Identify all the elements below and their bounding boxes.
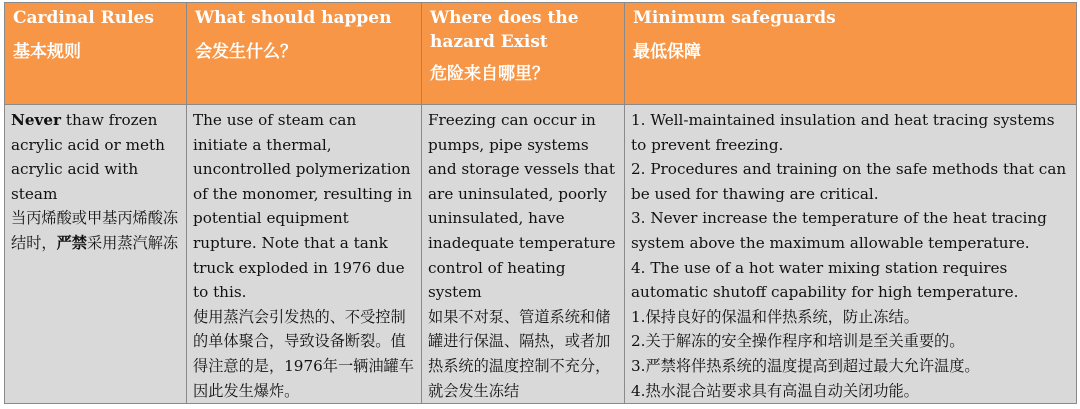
header-cardinal-rules (5, 3, 187, 105)
safeguard-item: 3.严禁将伴热系统的温度提高到超过最大允许温度。 (631, 356, 980, 375)
safeguard-item: 3. Never increase the temperature of the heat tracing system above the maximum allowable temperature. (631, 209, 1047, 252)
where-zh: 如果不对泵、管道系统和储罐进行保温、隔热，或者加热系统的温度控制不充分，就会发生冻结 (428, 307, 611, 400)
cell-cardinal-rule (5, 105, 187, 404)
what-en: The use of steam can initiate a thermal, uncontrolled polymerization of the monomer, resulting in potential equipment rupture. Note that a tank truck exploded in 1976 due to this. (193, 111, 413, 302)
cell-hazard-location (422, 105, 625, 404)
header-cardinal-rules-en: Cardinal Rules (13, 8, 154, 28)
header-row (5, 3, 1077, 105)
rule-zh-emphasis: 严禁 (56, 233, 87, 252)
table-row (5, 105, 1077, 404)
cardinal-rules-table-container (4, 2, 1076, 404)
rule-en (11, 108, 180, 206)
safeguard-item: 4. The use of a hot water mixing station requires automatic shutoff capability for high temperature. (631, 258, 1019, 302)
safeguard-item: 2.关于解冻的安全操作程序和培训是至关重要的。 (631, 332, 965, 351)
header-hazard-location-zh: 危险来自哪里？ (430, 64, 549, 84)
header-what-should-happen (187, 3, 422, 105)
header-what-should-happen-en: What should happen (195, 8, 392, 28)
rule-zh-pre: 当丙烯酸或甲基丙烯酸冻结时， (11, 209, 179, 252)
header-minimum-safeguards-en: Minimum safeguards (633, 8, 836, 28)
header-minimum-safeguards-zh: 最低保障 (633, 42, 701, 62)
header-hazard-location-en: Where does the hazard Exist (430, 8, 579, 52)
safeguard-item: 1.保持良好的保温和伴热系统，防止冻结。 (631, 307, 919, 326)
header-minimum-safeguards (625, 3, 1077, 105)
safeguard-item: 1. Well-maintained insulation and heat tracing systems to prevent freezing. (631, 111, 1055, 154)
cell-minimum-safeguards (625, 105, 1077, 404)
cell-what-should-happen (187, 105, 422, 404)
safeguard-item: 2. Procedures and training on the safe methods that can be used for thawing are critical. (631, 160, 1067, 203)
cardinal-rules-table (4, 2, 1077, 404)
header-cardinal-rules-zh: 基本规则 (13, 42, 81, 62)
header-hazard-location (422, 3, 625, 105)
safeguard-item: 4.热水混合站要求具有高温自动关闭功能。 (631, 381, 919, 400)
rule-en-text: thaw frozen acrylic acid or meth acrylic acid with steam (11, 111, 165, 203)
where-en: Freezing can occur in pumps, pipe systems and storage vessels that are uninsulated, poorly uninsulated, have inadequate temperature control of heating system (428, 111, 616, 302)
rule-never-emphasis: Never (11, 111, 62, 129)
header-what-should-happen-zh: 会发生什么？ (195, 42, 297, 62)
rule-zh (11, 206, 180, 255)
what-zh: 使用蒸汽会引发热的、不受控制的单体聚合，导致设备断裂。值得注意的是，1976年一辆油罐车因此发生爆炸。 (193, 307, 414, 400)
rule-zh-post: 采用蒸汽解冻 (86, 233, 179, 252)
